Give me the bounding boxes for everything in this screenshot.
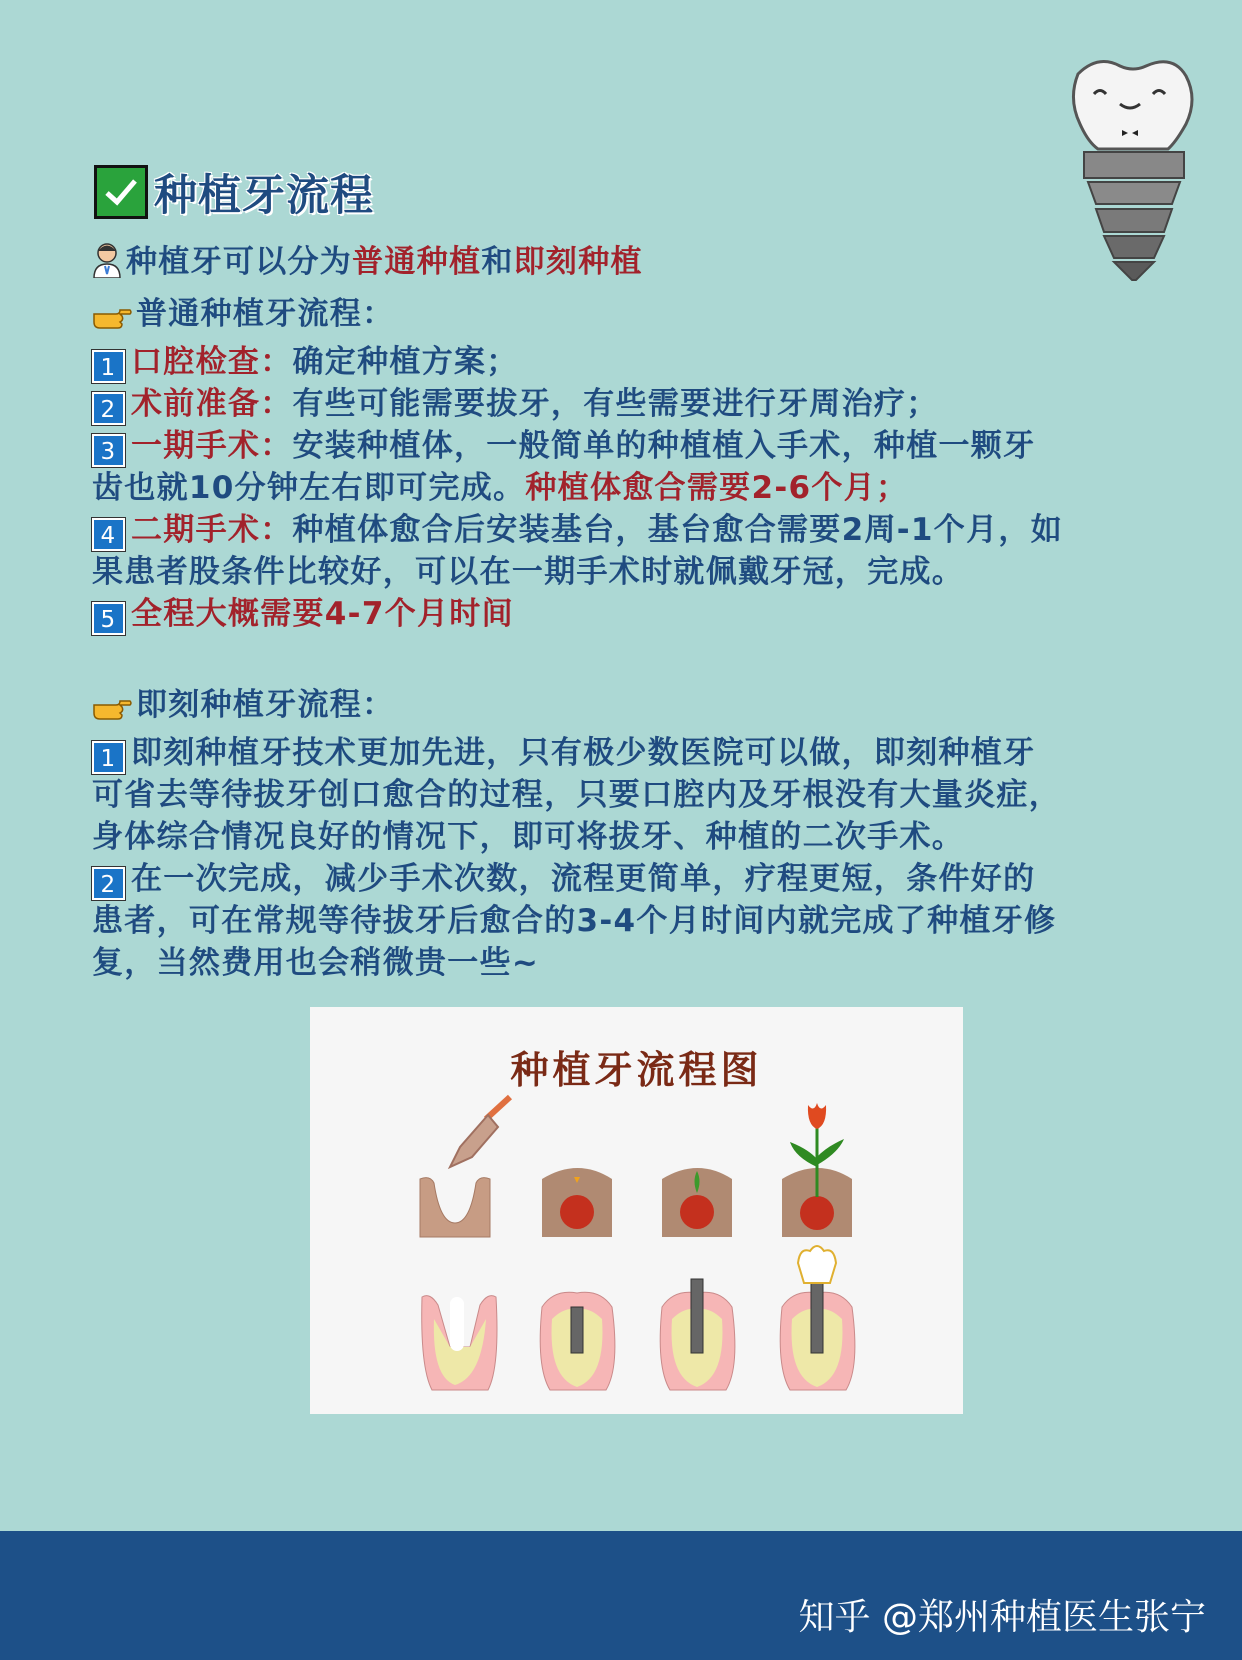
intro-prefix: 种植牙可以分为: [126, 244, 353, 280]
implant-placed-icon: [540, 1292, 615, 1390]
pointing-hand-icon: [92, 299, 132, 341]
normal-section: [92, 293, 1182, 635]
step-number-badge: 3: [92, 434, 125, 467]
normal-step-4-cont: 果患者股条件比较好，可以在一期手术时就佩戴牙冠，完成。: [92, 554, 965, 590]
seed-sprout-icon: [662, 1168, 732, 1237]
normal-step-3: 3 一期手术：安装种植体，一般简单的种植植入手术，种植一颗牙: [92, 425, 1182, 467]
pointing-hand-icon: [92, 690, 132, 732]
title-row: [94, 164, 374, 220]
shovel-icon: [450, 1097, 510, 1167]
step-number-badge: 2: [92, 392, 125, 425]
normal-step-5: 5 全程大概需要4-7个月时间: [92, 593, 1182, 635]
implant-process-diagram: [310, 1007, 963, 1414]
immediate-step-1-cont: 身体综合情况良好的情况下，即可将拔牙、种植的二次手术。: [92, 819, 965, 855]
immediate-step-2: 2 在一次完成，减少手术次数，流程更简单，疗程更短，条件好的: [92, 858, 1182, 900]
normal-step-1: 1 口腔检查：确定种植方案；: [92, 341, 1182, 383]
step-number-badge: 4: [92, 518, 125, 551]
normal-step-4: 4 二期手术：种植体愈合后安装基台，基台愈合需要2周-1个月，如: [92, 509, 1182, 551]
intro-joiner: 和: [481, 244, 514, 280]
diagram-illustrations: [310, 1007, 963, 1414]
soil-empty-icon: [420, 1178, 490, 1237]
normal-step-3-cont: 齿也就10分钟左右即可完成。种植体愈合需要2-6个月；: [92, 470, 909, 506]
extraction-socket-icon: [422, 1296, 497, 1390]
intro-type1: 普通种植: [352, 244, 482, 280]
immediate-step-2-cont: 患者，可在常规等待拔牙后愈合的3-4个月时间内就完成了种植牙修: [92, 903, 1057, 939]
immediate-step-2-cont: 复，当然费用也会稍微贵一些~: [92, 945, 540, 981]
intro-type2: 即刻种植: [513, 244, 643, 280]
immediate-step-1: 1 即刻种植牙技术更加先进，只有极少数医院可以做，即刻种植牙: [92, 732, 1182, 774]
immediate-section: [92, 684, 1182, 984]
normal-step-2: 2 术前准备：有些可能需要拔牙，有些需要进行牙周治疗；: [92, 383, 1182, 425]
checkmark-icon: [94, 165, 148, 219]
step-number-badge: 1: [92, 350, 125, 383]
tulip-flower-icon: [782, 1103, 852, 1237]
step-number-badge: 2: [92, 867, 125, 900]
doctor-icon: [92, 242, 122, 289]
footer-bar: [0, 1531, 1242, 1660]
step-number-badge: 1: [92, 741, 125, 774]
crown-placed-icon: [780, 1246, 855, 1390]
immediate-heading: 即刻种植牙流程：: [92, 684, 1182, 732]
page-title: 种植牙流程: [154, 170, 374, 221]
diagram-title: 种植牙流程图: [510, 1048, 763, 1092]
immediate-step-1-cont: 可省去等待拔牙创口愈合的过程，只要口腔内及牙根没有大量炎症，: [92, 777, 1061, 813]
footer-watermark: 知乎 @郑州种植医生张宁: [798, 1597, 1206, 1638]
seed-buried-icon: [542, 1168, 612, 1237]
normal-heading: 普通种植牙流程：: [92, 293, 1182, 341]
intro-line: [92, 241, 1182, 289]
abutment-placed-icon: [660, 1279, 735, 1390]
step-number-badge: 5: [92, 602, 125, 635]
